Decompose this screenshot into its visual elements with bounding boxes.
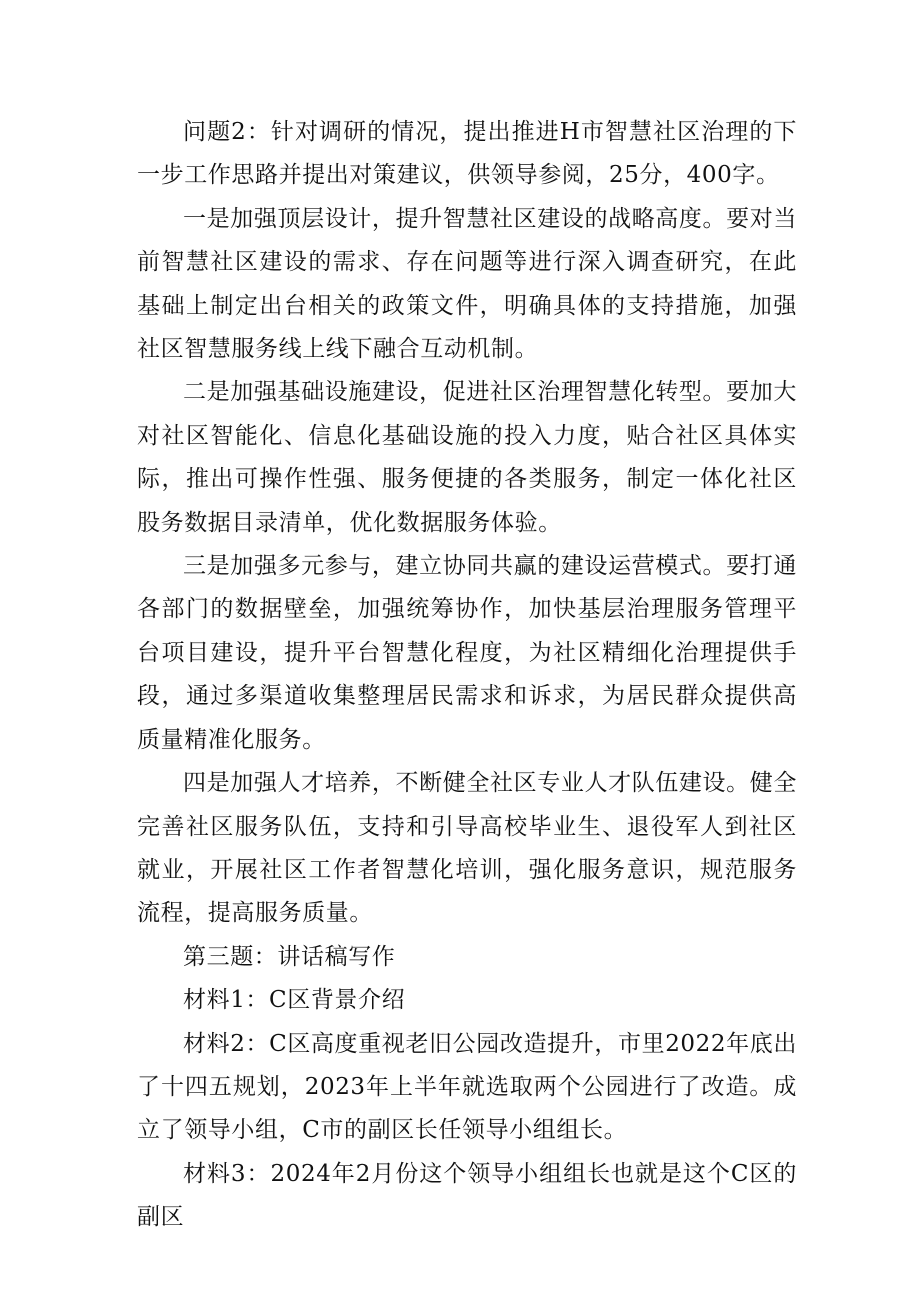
point-three-paragraph: 三是加强多元参与，建立协同共赢的建设运营模式。要打通各部门的数据壁垒，加强统筹协作，加快基层治理服务管理平台项目建设，提升平台智慧化程度，为社区精细化治理提供手段，通过多渠道收集整理居民需求和诉求，为居民群众提供高质量精准化服务。 <box>137 553 797 753</box>
question-3-heading: 第三题：讲话稿写作 <box>183 943 396 970</box>
material-1-paragraph: 材料1：C区背景介绍 <box>183 987 406 1014</box>
point-two-paragraph: 二是加强基础设施建设，促进社区治理智慧化转型。要加大对社区智能化、信息化基础设施的投入力度，贴合社区具体实际，推出可操作性强、服务便捷的各类服务，制定一体化社区股务数据目录清单，优化数据服务体验。 <box>137 379 797 536</box>
point-four-paragraph: 四是加强人才培养，不断健全社区专业人才队伍建设。健全完善社区服务队伍，支持和引导高校毕业生、退役军人到社区就业，开展社区工作者智慧化培训，强化服务意识，规范服务流程，提高服务质量。 <box>137 770 797 927</box>
point-one-paragraph: 一是加强顶层设计，提升智慧社区建设的战略高度。要对当前智慧社区建设的需求、存在问题等进行深入调查研究，在此基础上制定出台相关的政策文件，明确具体的支持措施，加强社区智慧服务线上线下融合互动机制。 <box>137 205 797 363</box>
material-3-paragraph: 材料3：2024年2月份这个领导小组组长也就是这个C区的副区 <box>137 1160 797 1231</box>
document-body <box>137 111 797 1240</box>
question-2-paragraph: 问题2：针对调研的情况，提出推进H市智慧社区治理的下一步工作思路并提出对策建议，供领导参阅，25分，400字。 <box>137 119 797 189</box>
material-2-paragraph: 材料2：C区高度重视老旧公园改造提升，市里2022年底出了十四五规划，2023年上半年就选取两个公园进行了改造。成立了领导小组，C市的副区长任领导小组组长。 <box>137 1030 797 1144</box>
